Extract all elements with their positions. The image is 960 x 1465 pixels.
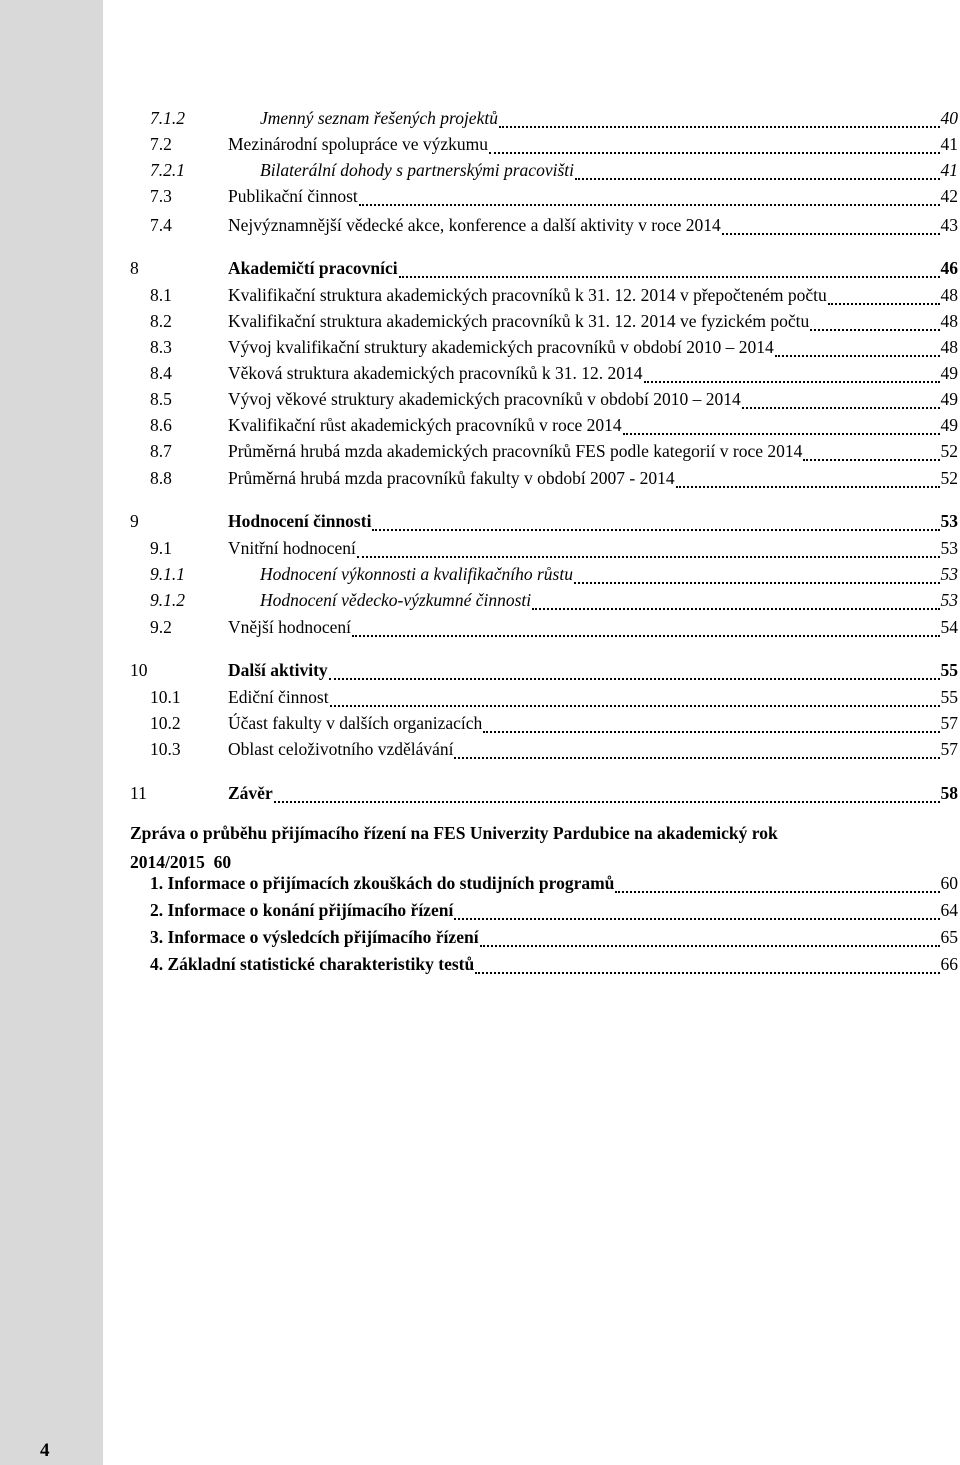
toc-entry-page: 53: [940, 511, 958, 531]
toc-entry-number: 7.2.1: [150, 160, 185, 180]
report-title-page: 60: [213, 852, 232, 872]
toc-entry-title: Kvalifikační růst akademických pracovníků v roce 2014: [228, 415, 622, 435]
report-toc-entry[interactable]: [150, 927, 958, 953]
dot-leader: [644, 380, 940, 383]
toc-entry-title: Publikační činnost: [228, 186, 358, 206]
toc-entry-number: 9.1.2: [150, 590, 185, 610]
toc-entry-number: 8.5: [150, 389, 172, 409]
toc-entry-page: 53: [940, 564, 958, 584]
report-toc-entry[interactable]: [150, 954, 958, 980]
toc-entry-number: 11: [130, 783, 147, 803]
report-title[interactable]: [130, 817, 958, 849]
toc-entry-title: Vývoj věkové struktury akademických pracovníků v období 2010 – 2014: [228, 389, 741, 409]
toc-entry-number: 7.4: [150, 215, 172, 235]
toc-entry-title: Vnitřní hodnocení: [228, 538, 356, 558]
toc-entry-page: 54: [940, 617, 958, 637]
toc-entry-number: 10.2: [150, 713, 181, 733]
toc-entry-number: 9: [130, 511, 139, 531]
toc-entry-number: 9.1: [150, 538, 172, 558]
dot-leader: [722, 232, 940, 235]
toc-entry[interactable]: [130, 713, 958, 739]
toc-entry-page: 49: [940, 363, 958, 383]
toc-entry[interactable]: [130, 311, 958, 337]
dot-leader: [574, 581, 940, 584]
toc-entry-page: 41: [940, 134, 958, 154]
toc-entry-number: 8.4: [150, 363, 172, 383]
toc-entry-title: Věková struktura akademických pracovníků k 31. 12. 2014: [228, 363, 643, 383]
toc-entry[interactable]: [130, 415, 958, 441]
toc-entry[interactable]: [130, 590, 958, 616]
toc-entry[interactable]: [130, 337, 958, 363]
toc-entry-title: Akademičtí pracovníci: [228, 258, 398, 278]
dot-leader: [475, 971, 939, 974]
toc-entry-number: 8.6: [150, 415, 172, 435]
dot-leader: [483, 730, 939, 733]
toc-entry-number: 8: [130, 258, 139, 278]
toc-entry-page: 53: [940, 590, 958, 610]
toc-entry-number: 9.1.1: [150, 564, 185, 584]
toc-entry-page: 49: [940, 389, 958, 409]
toc-entry-number: 7.2: [150, 134, 172, 154]
toc-entry[interactable]: [130, 783, 958, 809]
toc-entry-title: Průměrná hrubá mzda akademických pracovníků FES podle kategorií v roce 2014: [228, 441, 803, 461]
toc-entry-title: Hodnocení činnosti: [228, 511, 372, 531]
dot-leader: [623, 432, 940, 435]
toc-entry-title: Hodnocení výkonnosti a kvalifikačního růstu: [260, 564, 573, 584]
toc-entry[interactable]: [130, 186, 958, 212]
dot-leader: [399, 275, 940, 278]
toc-entry[interactable]: [130, 389, 958, 415]
toc-entry-page: 46: [940, 258, 958, 278]
toc-entry-title: Kvalifikační struktura akademických pracovníků k 31. 12. 2014 v přepočteném počtu: [228, 285, 827, 305]
toc-entry-page: 64: [940, 900, 958, 920]
toc-entry-title: Účast fakulty v dalších organizacích: [228, 713, 483, 733]
dot-leader: [454, 917, 939, 920]
dot-leader: [532, 607, 939, 610]
dot-leader: [828, 302, 940, 305]
toc-entry-title: Oblast celoživotního vzdělávání: [228, 739, 454, 759]
toc-entry-title: 4. Základní statistické charakteristiky testů: [150, 954, 475, 974]
dot-leader: [499, 125, 940, 128]
toc-entry-page: 57: [940, 713, 958, 733]
toc-entry-title: Ediční činnost: [228, 687, 329, 707]
toc-entry[interactable]: [130, 215, 958, 241]
toc-entry-page: 66: [940, 954, 958, 974]
page-number: 4: [40, 1440, 50, 1461]
toc-entry-page: 53: [940, 538, 958, 558]
toc-entry-title: Mezinárodní spolupráce ve výzkumu: [228, 134, 488, 154]
toc-entry-number: 8.2: [150, 311, 172, 331]
toc-entry-page: 42: [940, 186, 958, 206]
toc-entry[interactable]: [130, 538, 958, 564]
toc-entry-page: 57: [940, 739, 958, 759]
dot-leader: [352, 634, 940, 637]
toc-entry-title: Bilaterální dohody s partnerskými pracovišti: [260, 160, 574, 180]
dot-leader: [454, 756, 939, 759]
report-title-line1: Zpráva o průběhu přijímacího řízení na FES Univerzity Pardubice na akademický rok: [130, 823, 778, 843]
toc-entry-title: Vnější hodnocení: [228, 617, 351, 637]
toc-entry[interactable]: [130, 739, 958, 765]
toc-entry-page: 60: [940, 873, 958, 893]
toc-entry-title: 1. Informace o přijímacích zkouškách do studijních programů: [150, 873, 615, 893]
toc-entry[interactable]: [130, 511, 958, 537]
toc-entry-title: Vývoj kvalifikační struktury akademických pracovníků v období 2010 – 2014: [228, 337, 774, 357]
dot-leader: [810, 328, 939, 331]
toc-entry-number: 9.2: [150, 617, 172, 637]
toc-entry-number: 10.1: [150, 687, 181, 707]
toc-entry[interactable]: [130, 285, 958, 311]
toc-entry-number: 8.3: [150, 337, 172, 357]
report-toc-entry[interactable]: [150, 873, 958, 899]
toc-entry-number: 7.1.2: [150, 108, 185, 128]
toc-entry-number: 8.8: [150, 468, 172, 488]
toc-entry-number: 7.3: [150, 186, 172, 206]
toc-entry[interactable]: [130, 468, 958, 494]
toc-entry-page: 58: [940, 783, 958, 803]
toc-entry[interactable]: [130, 108, 958, 134]
dot-leader: [775, 354, 940, 357]
toc-entry-title: Průměrná hrubá mzda pracovníků fakulty v období 2007 - 2014: [228, 468, 675, 488]
toc-entry-page: 48: [940, 285, 958, 305]
toc-entry[interactable]: [130, 258, 958, 284]
toc-entry-number: 10: [130, 660, 148, 680]
dot-leader: [480, 944, 940, 947]
toc-entry-number: 8.1: [150, 285, 172, 305]
toc-entry-title: Závěr: [228, 783, 273, 803]
dot-leader: [274, 800, 940, 803]
toc-entry-title: 2. Informace o konání přijímacího řízení: [150, 900, 454, 920]
toc-entry-title: Hodnocení vědecko-výzkumné činnosti: [260, 590, 532, 610]
toc-entry-title: 3. Informace o výsledcích přijímacího řízení: [150, 927, 479, 947]
toc-entry-title: Kvalifikační struktura akademických pracovníků k 31. 12. 2014 ve fyzickém počtu: [228, 311, 810, 331]
toc-entry-page: 52: [940, 468, 958, 488]
toc-entry-number: 10.3: [150, 739, 181, 759]
toc-entry-title: Jmenný seznam řešených projektů: [260, 108, 498, 128]
toc-entry[interactable]: [130, 687, 958, 713]
toc-entry[interactable]: [130, 363, 958, 389]
dot-leader: [372, 528, 939, 531]
page-margin-bar: [0, 0, 103, 1465]
dot-leader: [575, 177, 940, 180]
toc-entry[interactable]: [130, 660, 958, 686]
toc-entry-page: 65: [940, 927, 958, 947]
dot-leader: [615, 890, 939, 893]
toc-entry[interactable]: [130, 617, 958, 643]
toc-entry[interactable]: [130, 134, 958, 160]
toc-entry-page: 49: [940, 415, 958, 435]
toc-entry-page: 41: [940, 160, 958, 180]
toc-entry-page: 40: [940, 108, 958, 128]
toc-entry-page: 48: [940, 311, 958, 331]
toc-entry-title: Další aktivity: [228, 660, 328, 680]
toc-entry-page: 55: [940, 687, 958, 707]
dot-leader: [676, 485, 940, 488]
toc-entry[interactable]: [130, 441, 958, 467]
report-toc-entry[interactable]: [150, 900, 958, 926]
toc-entry-page: 48: [940, 337, 958, 357]
toc-entry-page: 52: [940, 441, 958, 461]
toc-entry-page: 43: [940, 215, 958, 235]
toc-entry[interactable]: [130, 160, 958, 186]
dot-leader: [357, 555, 940, 558]
report-title-line2: 2014/2015: [130, 852, 205, 872]
dot-leader: [803, 458, 939, 461]
toc-entry-page: 55: [940, 660, 958, 680]
toc-entry-title: Nejvýznamnější vědecké akce, konference a další aktivity v roce 2014: [228, 215, 721, 235]
dot-leader: [742, 406, 940, 409]
dot-leader: [329, 677, 940, 680]
dot-leader: [489, 151, 940, 154]
toc-entry[interactable]: [130, 564, 958, 590]
dot-leader: [330, 704, 940, 707]
dot-leader: [359, 203, 940, 206]
toc-entry-number: 8.7: [150, 441, 172, 461]
